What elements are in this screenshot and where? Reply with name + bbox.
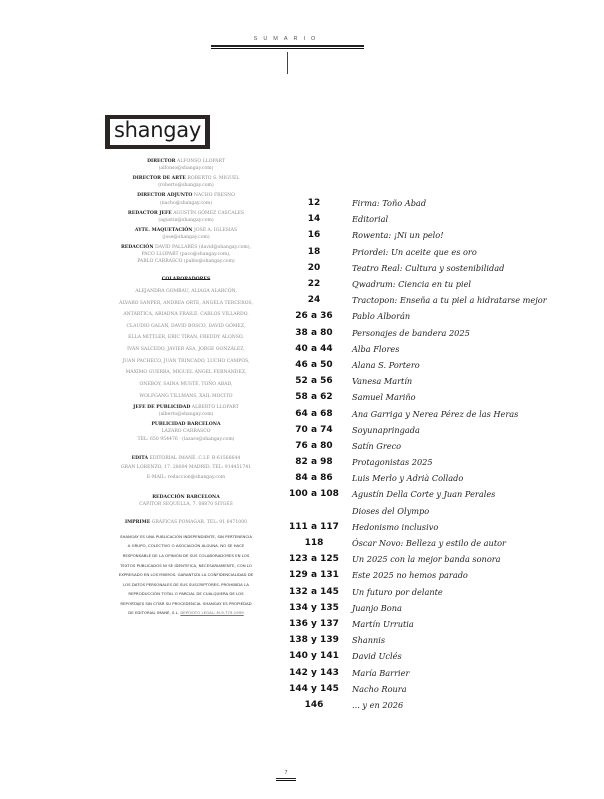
toc-entry[interactable] bbox=[280, 260, 580, 276]
toc-title: Shannis bbox=[352, 635, 386, 646]
masthead bbox=[82, 158, 290, 618]
toc-entry[interactable] bbox=[280, 470, 580, 486]
section-title: SUMARIO bbox=[253, 36, 322, 42]
toc-title: Alba Flores bbox=[352, 343, 400, 354]
staff-redaccion: REDACCIÓN DAVID PALLARÉS (david@shangay.com), PACO LLOPART (paco@shangay.com), PABLO CARRASCO (pablo@shangay.com) bbox=[120, 245, 252, 265]
barcelona-office: REDACCIÓN BARCELONA CAPITOR SEQUELLA, 7. 08870 SITGES bbox=[139, 494, 233, 507]
toc-entry[interactable] bbox=[280, 325, 580, 341]
toc-page-number: 22 bbox=[307, 279, 321, 290]
footer-rule bbox=[276, 780, 296, 781]
collaborators-heading: COLABORADORES bbox=[161, 277, 211, 283]
toc-entry[interactable] bbox=[280, 227, 580, 243]
table-of-contents bbox=[280, 195, 580, 713]
toc-entry[interactable] bbox=[280, 438, 580, 454]
toc-title: Rowenta: ¡Ni un pelo! bbox=[352, 230, 444, 241]
toc-title: Hedonismo inclusivo bbox=[352, 521, 439, 532]
toc-title: Tractopon: Enseña a tu piel a hidratarse mejor bbox=[352, 295, 547, 306]
toc-page-number: 18 bbox=[307, 246, 321, 257]
toc-title: Luis Merlo y Adrià Collado bbox=[352, 473, 464, 484]
toc-title: Ana Garriga y Nerea Pérez de las Heras bbox=[352, 408, 519, 419]
toc-entry[interactable] bbox=[280, 600, 580, 616]
toc-title: Alana S. Portero bbox=[352, 359, 420, 370]
toc-page-number: 14 bbox=[307, 214, 321, 225]
toc-page-number: 140 y 141 bbox=[289, 651, 339, 662]
toc-entry[interactable] bbox=[280, 389, 580, 405]
toc-title: Nacho Roura bbox=[352, 683, 407, 694]
staff-director: DIRECTOR ALFONSO LLOPART (alfonso@shangay.com) bbox=[147, 159, 225, 172]
toc-title: María Barrier bbox=[352, 667, 410, 678]
toc-title: Soyunapringada bbox=[352, 424, 420, 435]
toc-title: Editorial bbox=[352, 214, 389, 225]
toc-page-number: 118 bbox=[304, 538, 324, 549]
section-header bbox=[211, 36, 364, 49]
toc-entry[interactable] bbox=[280, 308, 580, 324]
toc-page-number: 16 bbox=[307, 230, 321, 241]
toc-entry[interactable] bbox=[280, 535, 580, 551]
toc-page-number: 144 y 145 bbox=[289, 683, 339, 694]
toc-title: Martín Urrutia bbox=[352, 618, 414, 629]
toc-entry[interactable] bbox=[280, 454, 580, 470]
toc-entry[interactable] bbox=[280, 519, 580, 535]
toc-entry[interactable] bbox=[280, 697, 580, 713]
toc-page-number: 111 a 117 bbox=[289, 521, 339, 532]
advertising-barcelona: PUBLICIDAD BARCELONA LÁZARO CARRASCO TEL: 650 954476 · (lazaro@shangay.com) bbox=[137, 422, 235, 442]
toc-title: Un futuro por delante bbox=[352, 586, 443, 597]
toc-title: Óscar Novo: Belleza y estilo de autor bbox=[352, 538, 506, 549]
toc-page-number: 129 a 131 bbox=[289, 570, 339, 581]
toc-page-number: 136 y 137 bbox=[289, 618, 339, 629]
toc-entry[interactable] bbox=[280, 373, 580, 389]
toc-entry[interactable] bbox=[280, 405, 580, 421]
toc-title: Protagonistas 2025 bbox=[352, 457, 433, 468]
toc-entry[interactable] bbox=[280, 341, 580, 357]
toc-entry[interactable] bbox=[280, 195, 580, 211]
toc-page-number: 70 a 74 bbox=[295, 424, 333, 435]
toc-entry[interactable] bbox=[280, 648, 580, 664]
toc-entry[interactable] bbox=[280, 632, 580, 648]
header-vertical-line bbox=[287, 52, 288, 74]
toc-entry[interactable] bbox=[280, 584, 580, 600]
toc-title: Qwadrum: Ciencia en tu piel bbox=[352, 279, 472, 290]
toc-entry[interactable] bbox=[280, 503, 580, 519]
header-rule bbox=[211, 48, 364, 50]
legal-notice: SHANGAY ES UNA PUBLICACIÓN INDEPENDIENTE, SIN PERTENENCIA A GRUPO, COLECTIVO O ASOCIACIÓN ALGUNA. NO SE HACE RESPONSABLE DE LA OPINIÓN DE SUS COLABORADORES EN LOS TEXTOS PUBLICADOS NI SE IDENTIFICA, NECESARIAMENTE, CON LO EXPRESADO EN LOS MISMOS. GARANTIZA LA CONFIDENCIALIDAD DE LOS DATOS PERSONALES DE SUS SUSCRIPTORES. PROHIBIDA LA REPRODUCCIÓN TOTAL O PARCIAL DE CUALQUIERA DE LOS REPORTAJES SIN CITAR SU PROCEDENCIA. SHANGAY ES PROPIEDAD DE EDITORIAL IMANÉ, S.L. DEPÓSITO LEGAL: M-9.779-1999 bbox=[118, 533, 254, 616]
toc-title: Dioses del Olympo bbox=[352, 505, 430, 516]
toc-page-number: 76 a 80 bbox=[295, 440, 333, 451]
shangay-logo bbox=[105, 115, 210, 149]
toc-page-number: 38 a 80 bbox=[295, 327, 333, 338]
toc-page-number: 24 bbox=[307, 295, 321, 306]
staff-deputy-director: DIRECTOR ADJUNTO NACHO FRESNO (nacho@shangay.com) bbox=[137, 193, 235, 206]
toc-title: Samuel Mariño bbox=[352, 392, 416, 403]
toc-entry[interactable] bbox=[280, 664, 580, 680]
toc-page-number: 138 y 139 bbox=[289, 635, 339, 646]
collaborators: COLABORADORES ALEJANDRA GOMBAU, ALIAGA ALARCÓN, ÁLVARO SANPER, ANDREA ORTE, ÁNGELA TERCEROS, ANTÁRTICA, ARIADNA FRAILE, CARLOS VILLARDO, CLAUDIO GALÁN, DAVID BOSCO, DAVID GÓMEZ, ELLA MITTLER, ERIC TIRAN, FREDDY ALONSO, IVÁN SALCEDO, JAVIER ASA, JORGE GONZÁLEZ, JUAN PACHECO, JUAN TRINCADO, LUCHO CAMPOS, MÁXIMO GUERRA, MIGUEL ÁNGEL FERNÁNDEZ, ONEBOY, SAINA MUSTÉ, TOÑO ABAD, WOLFGANG TILLMANS, XAIL MOCITO bbox=[82, 276, 290, 399]
toc-page-number: 20 bbox=[307, 262, 321, 273]
toc-entry[interactable] bbox=[280, 244, 580, 260]
toc-title: ... y en 2026 bbox=[352, 699, 404, 710]
toc-page-number: 100 a 108 bbox=[289, 489, 339, 500]
toc-title: Satín Greco bbox=[352, 440, 402, 451]
toc-entry[interactable] bbox=[280, 211, 580, 227]
toc-page-number: 46 a 50 bbox=[295, 359, 333, 370]
toc-page-number: 52 a 56 bbox=[295, 376, 333, 387]
toc-page-number: 26 a 36 bbox=[295, 311, 333, 322]
toc-entry[interactable] bbox=[280, 567, 580, 583]
toc-page-number: 123 a 125 bbox=[289, 554, 339, 565]
toc-title: Juanjo Bona bbox=[352, 602, 402, 613]
page-footer bbox=[276, 771, 296, 781]
toc-page-number: 146 bbox=[304, 699, 324, 710]
staff-layout-assistant: AYTE. MAQUETACIÓN JOSÉ A. IGLESIAS (jose@shangay.com) bbox=[134, 227, 238, 240]
toc-page-number: 40 a 44 bbox=[295, 343, 333, 354]
toc-title: Vanesa Martín bbox=[352, 376, 413, 387]
toc-entry[interactable] bbox=[280, 551, 580, 567]
toc-title: Este 2025 no hemos parado bbox=[352, 570, 468, 581]
toc-title: Personajes de bandera 2025 bbox=[352, 327, 470, 338]
toc-page-number: 82 a 98 bbox=[295, 457, 333, 468]
staff-editor-in-chief: REDACTOR JEFE AGUSTÍN GÓMEZ CASCALES (agustin@shangay.com) bbox=[127, 210, 245, 223]
footer-rule bbox=[276, 778, 296, 779]
advertising-head: JEFE DE PUBLICIDAD ALBERTO LLOPART (alberto@shangay.com) bbox=[133, 405, 239, 418]
header-rule bbox=[211, 45, 364, 47]
toc-title: Un 2025 con la mejor banda sonora bbox=[352, 554, 501, 565]
toc-page-number: 64 a 68 bbox=[295, 408, 333, 419]
toc-page-number: 12 bbox=[307, 198, 321, 209]
toc-entry[interactable] bbox=[280, 422, 580, 438]
legal-deposit-link[interactable]: DEPÓSITO LEGAL: M-9.779-1999 bbox=[180, 610, 244, 616]
toc-page-number: 132 a 145 bbox=[289, 586, 339, 597]
toc-entry[interactable] bbox=[280, 292, 580, 308]
toc-entry[interactable] bbox=[280, 276, 580, 292]
toc-page-number: 84 a 86 bbox=[295, 473, 333, 484]
toc-title: Teatro Real: Cultura y sostenibilidad bbox=[352, 262, 505, 273]
staff-art-director: DIRECTOR DE ARTE ROBERTO S. MIGUEL (roberto@shangay.com) bbox=[132, 176, 240, 189]
toc-page-number: 58 a 62 bbox=[295, 392, 333, 403]
publisher: EDITA EDITORIAL IMANÉ. C.I.F. B-61566644 GRAN LORENZO, 17. 28004 MADRID. TEL: 914451741 E-MAIL: redaccion@shangay.com bbox=[120, 455, 252, 480]
printer: IMPRIME GRÁFICAS POMAGAR. TEL: 91 6471000 bbox=[124, 519, 248, 525]
page-number: 7 bbox=[284, 770, 288, 776]
toc-page-number: 142 y 143 bbox=[289, 667, 339, 678]
toc-title: David Uclés bbox=[352, 651, 402, 662]
toc-entry[interactable] bbox=[280, 486, 580, 502]
toc-title: Firma: Toño Abad bbox=[352, 198, 427, 209]
toc-entry[interactable] bbox=[280, 681, 580, 697]
toc-title: Pablo Alborán bbox=[352, 311, 411, 322]
toc-title: Priordei: Un aceite que es oro bbox=[352, 246, 477, 257]
logo-text: shangay bbox=[114, 118, 201, 142]
toc-title: Agustín Della Corte y Juan Perales bbox=[352, 489, 496, 500]
toc-entry[interactable] bbox=[280, 616, 580, 632]
toc-page-number: 134 y 135 bbox=[289, 602, 339, 613]
toc-entry[interactable] bbox=[280, 357, 580, 373]
